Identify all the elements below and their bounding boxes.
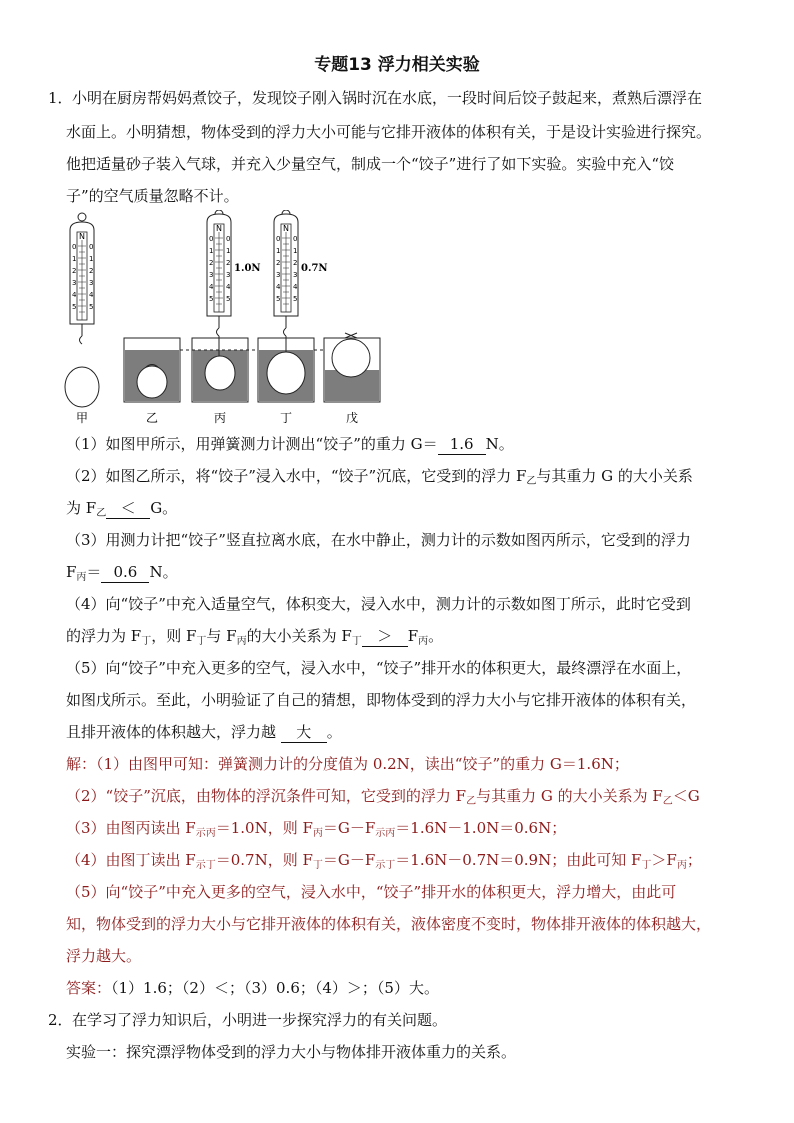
solution-part2: （2）“饺子”沉底，由物体的浮沉条件可知，它受到的浮力 $F_乙$与其重力 G 的大小关系为 $F_乙<G$ bbox=[66, 787, 700, 807]
answer-blank-5: 大 bbox=[281, 722, 327, 743]
q2-text: 在学习了浮力知识后，小明进一步探究浮力的有关问题。 bbox=[72, 1011, 448, 1029]
label-jia: 甲 bbox=[75, 411, 89, 425]
q1-intro-line-4: 子”的空气质量忽略不计。 bbox=[66, 187, 239, 205]
answer-line bbox=[66, 978, 439, 998]
q1-intro-line-2: 水面上。小明猜想，物体受到的浮力大小可能与它排开液体的体积有关，于是设计实验进行探究。 bbox=[66, 123, 712, 141]
q1-part3-line2: $F_丙= 0.6$ N。 bbox=[66, 563, 178, 583]
meter-bing bbox=[207, 210, 231, 336]
page-title: 专题13 浮力相关实验 bbox=[314, 55, 480, 75]
solution-part4: （4）由图丁读出 $F_{示丁}=0.7N$，则 $F_丁=G-F_{示丁}=1.6N-0.7N=0.9N$；由此可知 $F_丁>F_丙$； bbox=[66, 851, 702, 871]
q1-intro-line-1: 小明在厨房帮妈妈煮饺子，发现饺子刚入锅时沉在水底，一段时间后饺子鼓起来，煮熟后漂浮在 bbox=[72, 89, 703, 107]
beaker-wu bbox=[324, 333, 380, 402]
q1-part4-line2: 的浮力为 $F_丁$，则 $F_丁$与 $F_丙$的大小关系为 $F_丁 > F_丙$。 bbox=[66, 627, 444, 647]
q2-experiment1: 实验一：探究漂浮物体受到的浮力大小与物体排开液体重力的关系。 bbox=[66, 1043, 517, 1061]
q1-part2-line2: 为 $F_乙 < G$。 bbox=[66, 499, 178, 519]
q1-part2-line1: （2）如图乙所示，将“饺子”浸入水中，“饺子”沉底，它受到的浮力 $F_乙$与其重力 G 的大小关系 bbox=[66, 467, 693, 487]
label-yi: 乙 bbox=[145, 411, 159, 425]
beaker-yi bbox=[124, 338, 180, 402]
label-ding: 丁 bbox=[279, 411, 293, 425]
solution-part5-line2: 知，物体受到的浮力大小与它排开液体的体积有关，液体密度不变时，物体排开液体的体积越大， bbox=[66, 915, 712, 933]
meter-ding bbox=[274, 210, 298, 336]
label-bing: 丙 bbox=[213, 411, 227, 425]
meter-jia bbox=[70, 213, 94, 344]
question-number-1: 1． bbox=[48, 89, 73, 107]
q1-part4-line1: （4）向“饺子”中充入适量空气，体积变大，浸入水中，测力计的示数如图丁所示，此时它受到 bbox=[66, 595, 691, 613]
label-wu: 戊 bbox=[345, 411, 359, 425]
solution-part5-line1: （5）向“饺子”中充入更多的空气，浸入水中，“饺子”排开水的体积更大，浮力增大，由此可 bbox=[66, 883, 677, 901]
beaker-ding bbox=[258, 336, 314, 402]
question-number-2: 2． bbox=[48, 1011, 73, 1029]
solution-part1: 解：（1）由图甲可知：弹簧测力计的分度值为 0.2N，读出“饺子”的重力 G＝1.6N； bbox=[66, 755, 629, 773]
answer-blank-1: 1.6 bbox=[438, 434, 486, 455]
q1-part5-line2: 如图戊所示。至此，小明验证了自己的猜想，即物体受到的浮力大小与它排开液体的体积有关， bbox=[66, 691, 697, 709]
dumpling-jia bbox=[65, 367, 99, 407]
solution-part5-line3: 浮力越大。 bbox=[66, 947, 142, 965]
answer-blank-4: ＞ bbox=[362, 626, 408, 647]
answer-label: 答案： bbox=[66, 979, 112, 997]
answer-blank-2: ＜ bbox=[106, 498, 150, 519]
reading-bing: 1.0N bbox=[234, 263, 261, 274]
beaker-bing bbox=[192, 336, 248, 402]
answer-blank-3: 0.6 bbox=[101, 562, 149, 583]
experiment-figure bbox=[60, 210, 390, 435]
q1-part3-line1: （3）用测力计把“饺子”竖直拉离水底，在水中静止，测力计的示数如图丙所示，它受到的浮力 bbox=[66, 531, 691, 549]
q1-part5-line1: （5）向“饺子”中充入更多的空气，浸入水中，“饺子”排开水的体积更大，最终漂浮在水面上， bbox=[66, 659, 692, 677]
q1-part5-line3: 且排开液体的体积越大，浮力越 大 。 bbox=[66, 723, 342, 741]
solution-part3: （3）由图丙读出 $F_{示丙}=1.0N$，则 $F_丙=G-F_{示丙}=1.6N-1.0N=0.6N$； bbox=[66, 819, 567, 839]
reading-ding: 0.7N bbox=[301, 263, 328, 274]
q1-intro-line-3: 他把适量砂子装入气球，并充入少量空气，制成一个“饺子”进行了如下实验。实验中充入“饺 bbox=[66, 155, 675, 173]
answer-text: （1）1.6；（2）＜；（3）0.6；（4）＞；（5）大。 bbox=[111, 979, 439, 997]
q1-part1: （1）如图甲所示，用弹簧测力计测出“饺子”的重力 G＝ 1.6 N。 bbox=[66, 435, 514, 453]
